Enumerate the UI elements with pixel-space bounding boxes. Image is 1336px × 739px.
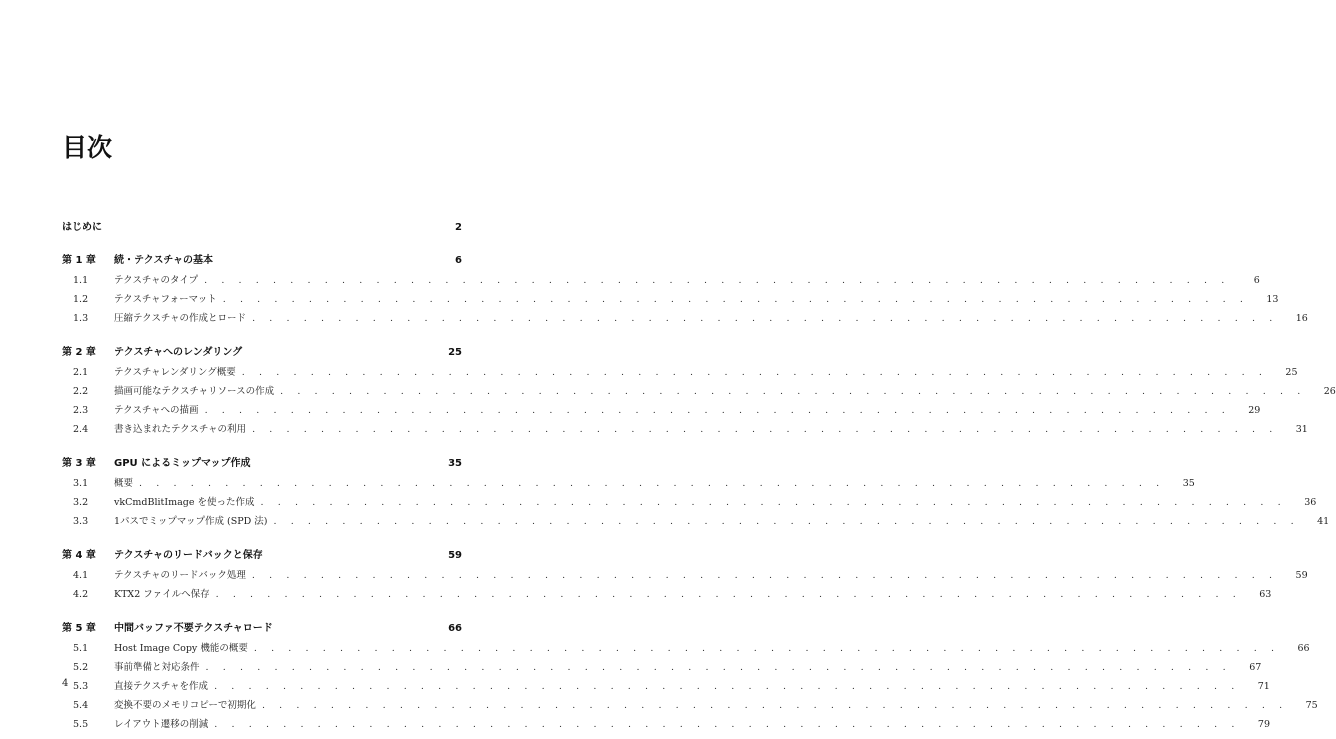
chapter-title: テクスチャのリードバックと保存 [114, 550, 263, 561]
section-title: 概要 [114, 478, 134, 489]
table-of-contents [62, 218, 1336, 735]
chapter-title: テクスチャへのレンダリング [114, 347, 243, 358]
page-title: 目次 [62, 133, 113, 162]
section-page: 16 [1295, 313, 1308, 324]
section-number: 4.2 [73, 589, 89, 600]
section-number: 2.3 [73, 405, 89, 416]
toc-section-entry[interactable] [62, 697, 1318, 716]
toc-chapter-entry[interactable] [62, 343, 462, 362]
section-page: 41 [1317, 516, 1330, 527]
section-number: 5.3 [73, 681, 89, 692]
toc-section-entry[interactable] [62, 421, 1308, 440]
section-title: Host Image Copy 機能の概要 [114, 643, 248, 654]
section-title: 変換不要のメモリコピーで初期化 [114, 700, 256, 711]
dot-leader: . . . . . . . . . . . . . . . . . . . . . . . . . . . . . . . . . . . . . . . . . . . . . . . . . . . . . . . . . . . . [280, 386, 1306, 397]
toc-section-entry[interactable] [62, 364, 1298, 383]
section-page: 79 [1257, 719, 1271, 730]
section-page: 29 [1248, 405, 1261, 416]
chapter-page: 59 [448, 550, 462, 561]
dot-leader: . . . . . . . . . . . . . . . . . . . . . . . . . . . . . . . . . . . . . . . . . . . . . . . . . . . . . . . . . . . . [252, 313, 1278, 324]
dot-leader: . . . . . . . . . . . . . . . . . . . . . . . . . . . . . . . . . . . . . . . . . . . . . . . . . . . . . . . . . . . . [205, 662, 1232, 673]
toc-section-entry[interactable] [62, 475, 1195, 494]
dot-leader: . . . . . . . . . . . . . . . . . . . . . . . . . . . . . . . . . . . . . . . . . . . . . . . . . . . . . . . . . . . . [222, 294, 1249, 305]
section-title: テクスチャへの描画 [114, 405, 199, 416]
toc-section-entry[interactable] [62, 383, 1336, 402]
section-page: 66 [1297, 643, 1310, 654]
chapter-title: GPU によるミップマップ作成 [114, 458, 251, 469]
section-number: 1.3 [73, 313, 89, 324]
chapter-list [62, 251, 1336, 735]
toc-section-entry[interactable] [62, 272, 1260, 291]
section-number: 3.1 [73, 478, 89, 489]
section-page: 59 [1295, 570, 1308, 581]
section-number: 1.2 [73, 294, 89, 305]
section-page: 71 [1257, 681, 1270, 692]
section-number: 5.1 [73, 643, 89, 654]
section-title: 圧縮テクスチャの作成とロード [114, 313, 247, 324]
toc-section-entry[interactable] [62, 678, 1270, 697]
section-page: 25 [1285, 367, 1298, 378]
section-number: 1.1 [73, 275, 89, 286]
dot-leader: . . . . . . . . . . . . . . . . . . . . . . . . . . . . . . . . . . . . . . . . . . . . . . . . . . . . . . . . . . . . [204, 405, 1231, 416]
page-number: 4 [62, 678, 69, 689]
section-number: 5.2 [73, 662, 89, 673]
section-page: 13 [1266, 294, 1279, 305]
toc-chapter-entry[interactable] [62, 454, 462, 473]
toc-chapter-entry[interactable] [62, 619, 462, 638]
chapter-number: 第 3 章 [62, 458, 96, 469]
dot-leader: . . . . . . . . . . . . . . . . . . . . . . . . . . . . . . . . . . . . . . . . . . . . . . . . . . . . . . . . . . . . [241, 367, 1268, 378]
section-page: 6 [1253, 275, 1260, 286]
toc-section-entry[interactable] [62, 567, 1308, 586]
chapter-number: 第 1 章 [62, 255, 96, 266]
chapter-page: 6 [455, 255, 462, 266]
section-title: 事前準備と対応条件 [114, 662, 200, 673]
section-title: KTX2 ファイルへ保存 [114, 589, 210, 600]
chapter-number: 第 2 章 [62, 347, 96, 358]
section-number: 2.2 [73, 386, 89, 397]
toc-section-entry[interactable] [62, 659, 1262, 678]
section-title: 書き込まれたテクスチャの利用 [114, 424, 247, 435]
toc-section-entry[interactable] [62, 310, 1308, 329]
section-title: テクスチャレンダリング概要 [114, 367, 236, 378]
section-title: 直接テクスチャを作成 [114, 681, 209, 692]
section-page: 75 [1305, 700, 1318, 711]
chapter-number: 第 5 章 [62, 623, 96, 634]
section-page: 36 [1304, 497, 1317, 508]
toc-chapter-entry[interactable] [62, 546, 462, 565]
chapter-page: 35 [448, 458, 462, 469]
toc-intro-entry[interactable] [62, 218, 462, 237]
dot-leader: . . . . . . . . . . . . . . . . . . . . . . . . . . . . . . . . . . . . . . . . . . . . . . . . . . . . . . . . . . . . [261, 700, 1288, 711]
section-number: 2.1 [73, 367, 89, 378]
section-number: 5.5 [73, 719, 89, 730]
section-title: 描画可能なテクスチャリソースの作成 [114, 386, 275, 397]
toc-section-entry[interactable] [62, 513, 1330, 532]
toc-section-entry[interactable] [62, 586, 1272, 605]
dot-leader: . . . . . . . . . . . . . . . . . . . . . . . . . . . . . . . . . . . . . . . . . . . . . . . . . . . . . . . . . . . . [260, 497, 1287, 508]
section-title: 1パスでミップマップ作成 (SPD 法) [114, 516, 268, 527]
chapter-page: 66 [448, 623, 462, 634]
section-number: 4.1 [73, 570, 89, 581]
chapter-page: 25 [448, 347, 462, 358]
chapter-title: 続・テクスチャの基本 [114, 255, 213, 266]
toc-chapter-entry[interactable] [62, 251, 462, 270]
section-page: 35 [1182, 478, 1195, 489]
intro-title: はじめに [62, 222, 102, 233]
dot-leader: . . . . . . . . . . . . . . . . . . . . . . . . . . . . . . . . . . . . . . . . . . . . . . . . . . . . . . . . . . . . [251, 570, 1278, 581]
dot-leader: . . . . . . . . . . . . . . . . . . . . . . . . . . . . . . . . . . . . . . . . . . . . . . . . . . . . . . . . . . . . [253, 643, 1280, 654]
section-page: 31 [1295, 424, 1308, 435]
section-number: 2.4 [73, 424, 89, 435]
dot-leader: . . . . . . . . . . . . . . . . . . . . . . . . . . . . . . . . . . . . . . . . . . . . . . . . . . . . . . . . . . . . [139, 478, 1165, 489]
section-number: 3.3 [73, 516, 89, 527]
dot-leader: . . . . . . . . . . . . . . . . . . . . . . . . . . . . . . . . . . . . . . . . . . . . . . . . . . . . . . . . . . . . [215, 589, 1242, 600]
section-title: vkCmdBlitImage を使った作成 [114, 497, 255, 508]
section-number: 5.4 [73, 700, 89, 711]
section-page: 63 [1259, 589, 1272, 600]
toc-section-entry[interactable] [62, 716, 1271, 735]
toc-section-entry[interactable] [62, 640, 1310, 659]
section-title: テクスチャのタイプ [114, 275, 199, 286]
dot-leader: . . . . . . . . . . . . . . . . . . . . . . . . . . . . . . . . . . . . . . . . . . . . . . . . . . . . . . . . . . . . [252, 424, 1278, 435]
intro-page: 2 [455, 222, 462, 233]
section-page: 26 [1323, 386, 1336, 397]
section-title: レイアウト遷移の削減 [114, 719, 209, 730]
section-page: 67 [1249, 662, 1262, 673]
toc-section-entry[interactable] [62, 402, 1261, 421]
toc-section-entry[interactable] [62, 494, 1317, 513]
dot-leader: . . . . . . . . . . . . . . . . . . . . . . . . . . . . . . . . . . . . . . . . . . . . . . . . . . . . . . . . . . . . [214, 681, 1240, 692]
chapter-number: 第 4 章 [62, 550, 96, 561]
chapter-title: 中間バッファ不要テクスチャロード [114, 623, 273, 634]
section-title: テクスチャのリードバック処理 [114, 570, 246, 581]
toc-section-entry[interactable] [62, 291, 1279, 310]
dot-leader: . . . . . . . . . . . . . . . . . . . . . . . . . . . . . . . . . . . . . . . . . . . . . . . . . . . . . . . . . . . . [273, 516, 1300, 527]
dot-leader: . . . . . . . . . . . . . . . . . . . . . . . . . . . . . . . . . . . . . . . . . . . . . . . . . . . . . . . . . . . . [214, 719, 1241, 730]
section-title: テクスチャフォーマット [114, 294, 217, 305]
dot-leader: . . . . . . . . . . . . . . . . . . . . . . . . . . . . . . . . . . . . . . . . . . . . . . . . . . . . . . . . . . . . [204, 275, 1230, 286]
section-number: 3.2 [73, 497, 89, 508]
